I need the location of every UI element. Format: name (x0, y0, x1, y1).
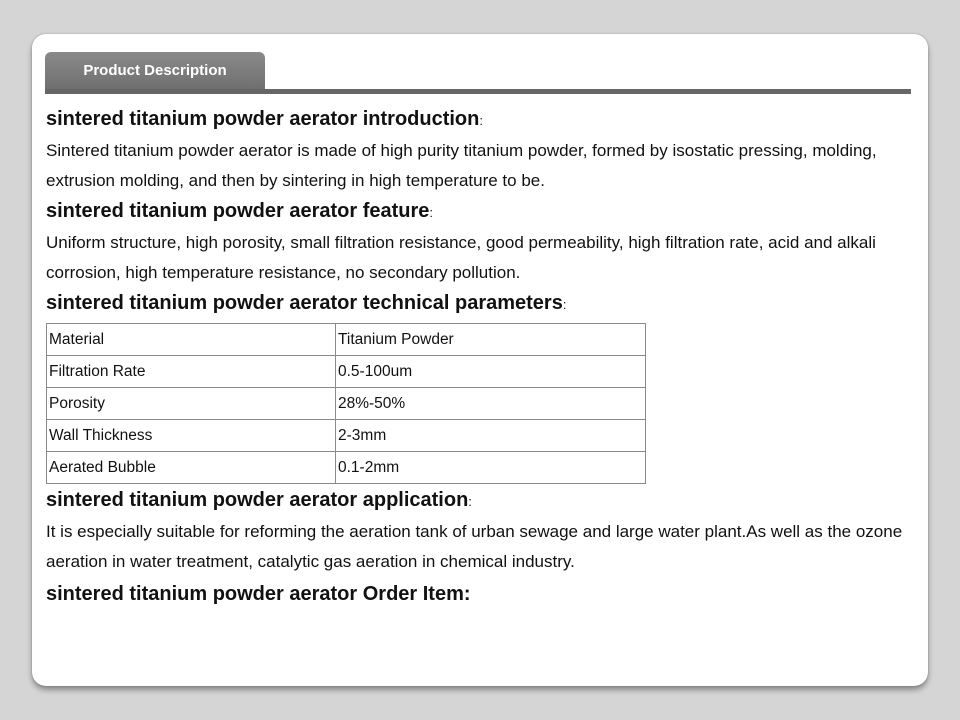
order-item-heading: sintered titanium powder aerator Order Item: (46, 583, 471, 605)
feature-text: Uniform structure, high porosity, small filtration resistance, good permeability, high filtration rate, acid and alkali corrosion, high temperature resistance, no secondary pollution. (46, 233, 876, 282)
application-heading: sintered titanium powder aerator application: (46, 489, 472, 511)
description-content (46, 104, 912, 609)
param-label: Aerated Bubble (47, 452, 336, 484)
param-label: Wall Thickness (47, 420, 336, 452)
table-row (47, 452, 646, 484)
param-value: 28%-50% (336, 388, 646, 420)
param-value: 0.5-100um (336, 356, 646, 388)
tab-divider (45, 89, 911, 94)
tab-product-description[interactable]: Product Description (45, 52, 265, 90)
param-value: 2-3mm (336, 420, 646, 452)
product-description-panel (32, 34, 928, 686)
intro-heading: sintered titanium powder aerator introduction: (46, 108, 483, 130)
parameters-table (46, 323, 646, 484)
table-row (47, 324, 646, 356)
param-label: Porosity (47, 388, 336, 420)
feature-heading: sintered titanium powder aerator feature: (46, 200, 434, 222)
param-label: Filtration Rate (47, 356, 336, 388)
table-row (47, 356, 646, 388)
parameters-heading: sintered titanium powder aerator technical parameters: (46, 292, 567, 314)
param-value: Titanium Powder (336, 324, 646, 356)
application-text: It is especially suitable for reforming the aeration tank of urban sewage and large water plant.As well as the ozone aeration in water treatment, catalytic gas aeration in chemical industry. (46, 522, 903, 571)
table-row (47, 420, 646, 452)
table-row (47, 388, 646, 420)
param-value: 0.1-2mm (336, 452, 646, 484)
intro-text: Sintered titanium powder aerator is made of high purity titanium powder, formed by isostatic pressing, molding, extrusion molding, and then by sintering in high temperature to be. (46, 141, 877, 190)
param-label: Material (47, 324, 336, 356)
